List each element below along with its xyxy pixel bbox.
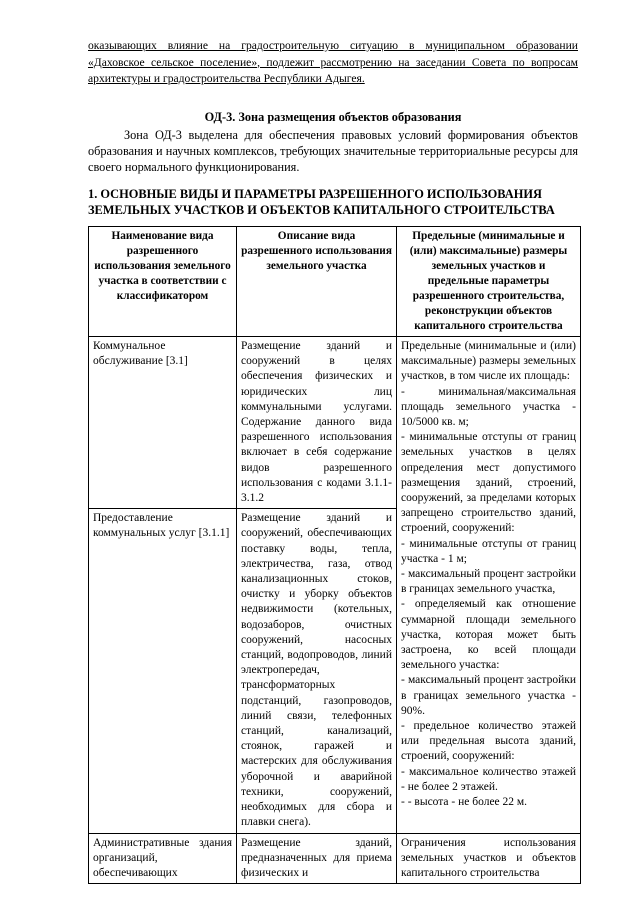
limit-line: - максимальный процент застройки в границах земельного участка, (401, 568, 576, 596)
description-cell (237, 833, 397, 884)
header-use-type: Наименование вида разрешенного использования земельного участка в соответствии с классификатором (89, 227, 237, 337)
parameters-table (88, 226, 581, 884)
use-type-cell (89, 833, 237, 884)
limit-line: - минимальные отступы от границ земельных участков в целях определения мест допустимого размещения зданий, строений, сооружений, за пределами которых запрещено строительство зданий, строений, сооружений: (401, 431, 576, 535)
limits-text: Ограничения использования земельных участков и объектов капитального строительства (401, 836, 576, 879)
use-type-cell (89, 509, 237, 833)
table-row (89, 833, 581, 884)
limits-cell (397, 337, 581, 834)
limit-line: - максимальное количество этажей - не более 2 этажей. (401, 765, 576, 793)
description-text: Размещение зданий, предназначенных для приема физических и (241, 836, 392, 879)
use-type-name: Административные здания организаций, обеспечивающих (93, 836, 232, 879)
limit-line: - - высота - не более 22 м. (401, 796, 528, 809)
limit-line: - определяемый как отношение суммарной площади земельного участка, которая может быть застроена, ко всей площади земельного участка: (401, 598, 576, 672)
use-type-name: Предоставление коммунальных услуг [3.1.1] (93, 512, 230, 540)
description-text: Размещение зданий и сооружений в целях обеспечения физических и юридических лиц коммунальными услугами. Содержание данного вида разрешенного использования включает в себя содержание видов разрешенного использования с кодами 3.1.1-3.1.2 (241, 340, 392, 505)
description-cell (237, 337, 397, 509)
zone-description: Зона ОД-3 выделена для обеспечения правовых условий формирования объектов образования и научных комплексов, требующих значительные территориальные ресурсы для своего нормального функционирования. (88, 128, 578, 175)
limit-line: Предельные (минимальные и (или) максимальные) размеры земельных участков, в том числе их площадь: (401, 340, 576, 383)
limit-line: - предельное количество этажей или предельная высота зданий, строений, сооружений: (401, 720, 576, 763)
zone-title: ОД-3. Зона размещения объектов образования (204, 110, 462, 124)
intro-paragraph: оказывающих влияние на градостроительную ситуацию в муниципальном образовании «Даховское сельское поселение», подлежит рассмотрению на заседании Совета по вопросам архитектуры и градостроительства Республики Адыгея. (88, 39, 578, 85)
table-header-row (89, 227, 581, 337)
use-type-cell (89, 337, 237, 509)
limit-line: - минимальные отступы от границ участка - 1 м; (401, 537, 576, 565)
section-heading: 1. ОСНОВНЫЕ ВИДЫ И ПАРАМЕТРЫ РАЗРЕШЕННОГО ИСПОЛЬЗОВАНИЯ ЗЕМЕЛЬНЫХ УЧАСТКОВ И ОБЪЕКТОВ КАПИТАЛЬНОГО СТРОИТЕЛЬСТВА (88, 187, 555, 217)
limit-line: - минимальная/максимальная площадь земельного участка - 10/5000 кв. м; (401, 385, 576, 429)
description-text: Размещение зданий и сооружений, обеспечивающих поставку воды, тепла, электричества, газа, отвод канализационных стоков, очистку и уборку объектов недвижимости (котельных, водозаборов, очистных сооружений, насосных станций, водопроводов, линий электропередач, трансформаторных подстанций, газопроводов, линий связи, телефонных станций, канализаций, стоянок, гаражей и мастерских для обслуживания уборочной и аварийной техники, сооружений, необходимых для сбора и плавки снега). (241, 512, 392, 829)
table-row (89, 337, 581, 509)
limits-cell (397, 833, 581, 884)
header-limits: Предельные (минимальные и (или) максимальные) размеры земельных участков и предельные параметры разрешенного строительства, реконструкции объектов капитального строительства (397, 227, 581, 337)
limit-line: - максимальный процент застройки в границах земельного участка - 90%. (401, 674, 576, 717)
description-cell (237, 509, 397, 833)
header-description: Описание вида разрешенного использования земельного участка (237, 227, 397, 337)
use-type-name: Коммунальное обслуживание [3.1] (93, 340, 188, 368)
